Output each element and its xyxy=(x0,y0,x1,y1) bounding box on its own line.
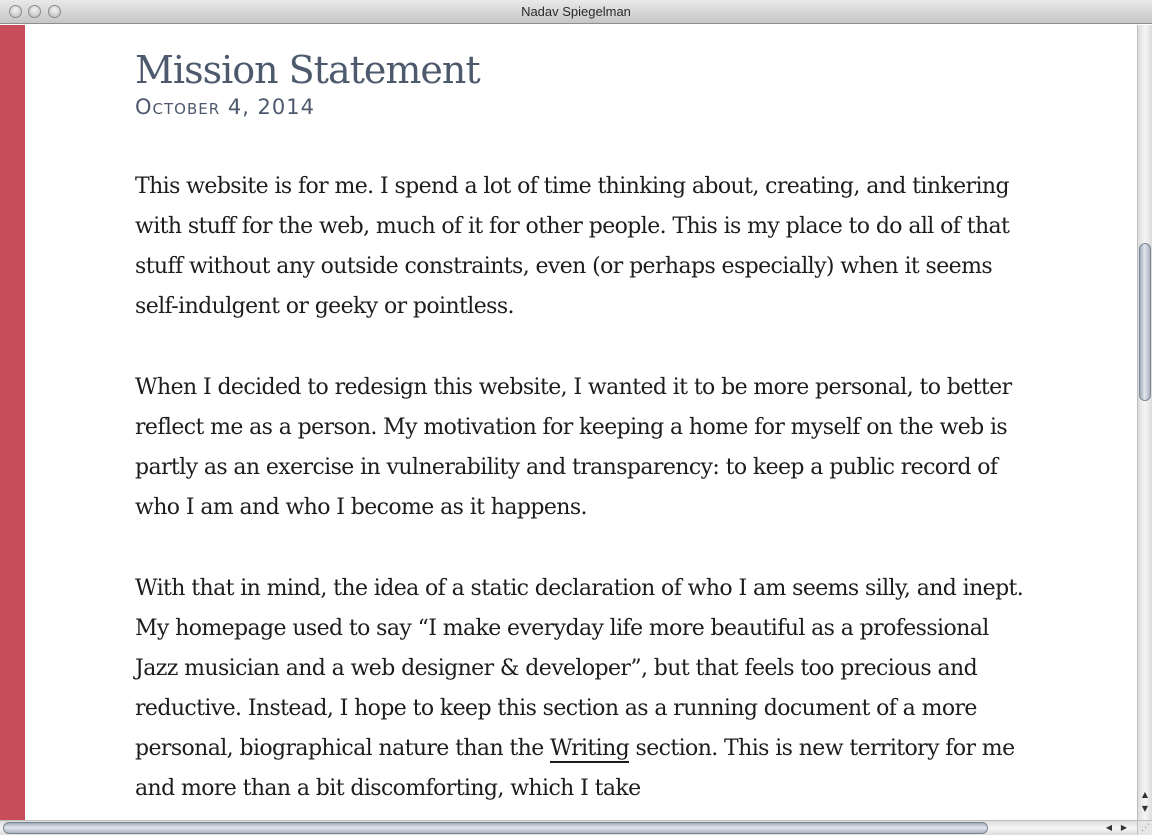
article-body xyxy=(135,167,1035,809)
accent-stripe xyxy=(0,25,25,820)
horizontal-scroll-thumb[interactable] xyxy=(3,822,988,834)
arrow-down-icon[interactable]: ▼ xyxy=(1141,804,1149,813)
arrow-right-icon[interactable]: ▶ xyxy=(1120,823,1128,832)
post-date: October 4, 2014 xyxy=(135,95,315,119)
paragraph-3-text-before: With that in mind, the idea of a static declaration of who I am seems silly, and inept. My homepage used to say “I make everyday life more beautiful as a professional Jazz musician and a web designer & developer”, but that feels too precious and reductive. Instead, I hope to keep this section as a running document of a more personal, biographical nature than the xyxy=(135,576,1024,761)
horizontal-scrollbar[interactable] xyxy=(0,820,1137,835)
arrow-up-icon[interactable]: ▲ xyxy=(1141,790,1149,799)
vertical-scroll-thumb[interactable] xyxy=(1139,243,1151,401)
article xyxy=(135,45,1035,820)
paragraph-1: This website is for me. I spend a lot of time thinking about, creating, and tinkering with stuff for the web, much of it for other people. This is my place to do all of that stuff without any outside constraints, even (or perhaps especially) when it seems self-indulgent or geeky or pointless. xyxy=(135,174,1010,319)
window-title: Nadav Spiegelman xyxy=(521,4,631,19)
paragraph-3-text-after: section. This is new territory for me and more than a bit discomforting, which I take xyxy=(135,736,1015,801)
paragraph-3 xyxy=(135,569,1030,809)
resize-corner[interactable] xyxy=(1137,820,1152,835)
paragraph-2: When I decided to redesign this website, I wanted it to be more personal, to better reflect me as a person. My motivation for keeping a home for myself on the web is partly as an exercise in vulnerability and transparency: to keep a public record of who I am and who I become as it happens. xyxy=(135,375,1012,520)
writing-link[interactable]: Writing xyxy=(550,736,630,761)
window-titlebar xyxy=(0,0,1152,24)
resize-grip-icon[interactable]: ⋰ xyxy=(1141,823,1150,833)
arrow-left-icon[interactable]: ◀ xyxy=(1105,823,1113,832)
page-content xyxy=(25,25,1137,820)
vertical-scrollbar[interactable] xyxy=(1137,25,1152,820)
post-title: Mission Statement xyxy=(135,48,480,92)
